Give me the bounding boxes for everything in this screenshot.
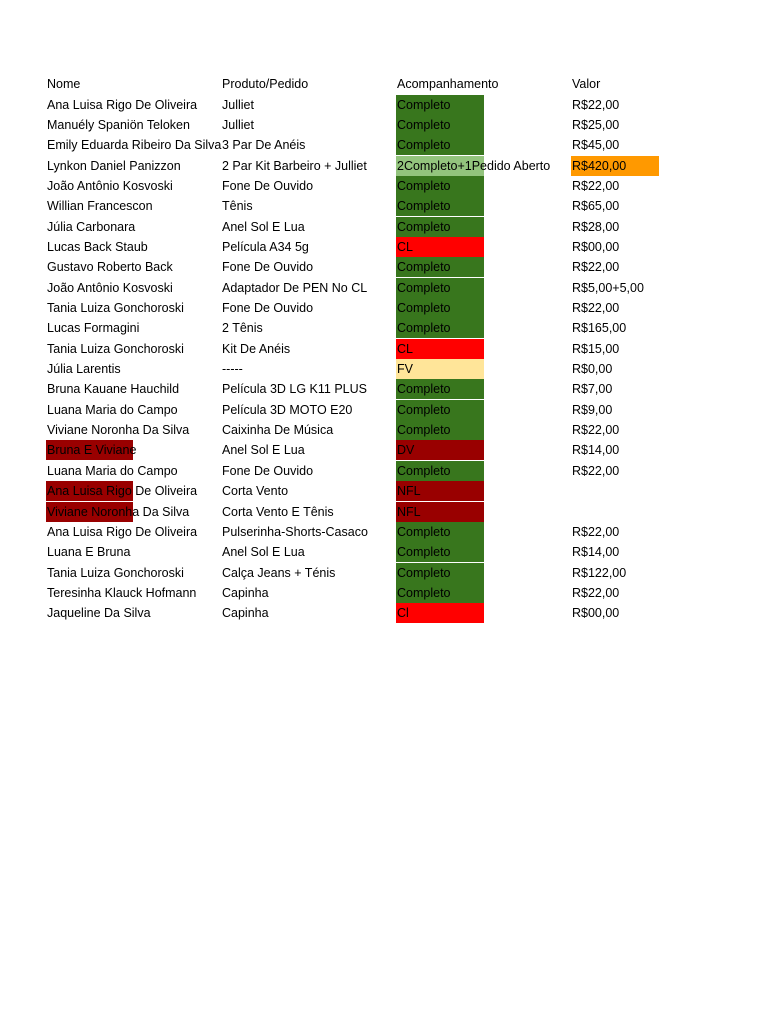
table-row — [0, 339, 768, 359]
acompanhamento-cell[interactable]: Completo — [397, 138, 451, 153]
valor-cell[interactable]: R$14,00 — [572, 545, 620, 560]
nome-cell[interactable]: Luana E Bruna — [47, 545, 131, 560]
nome-cell[interactable]: Tania Luiza Gonchoroski — [47, 565, 184, 580]
table-row — [0, 481, 768, 501]
valor-cell[interactable]: R$22,00 — [572, 463, 620, 478]
nome-cell[interactable]: Willian Francescon — [47, 199, 153, 214]
acompanhamento-cell[interactable]: FV — [397, 362, 413, 377]
nome-cell[interactable]: Bruna E Viviane — [47, 443, 137, 458]
valor-cell[interactable]: R$165,00 — [572, 321, 627, 336]
table-row — [0, 257, 768, 277]
nome-cell[interactable]: Manuély Spaniön Teloken — [47, 117, 190, 132]
table-row — [0, 379, 768, 399]
nome-cell[interactable]: Ana Luisa Rigo De Oliveira — [47, 524, 198, 539]
produto-cell[interactable]: ----- — [222, 362, 243, 377]
nome-cell[interactable]: Luana Maria do Campo — [47, 402, 178, 417]
table-row — [0, 237, 768, 257]
table-row — [0, 440, 768, 460]
nome-cell[interactable]: Tania Luiza Gonchoroski — [47, 301, 184, 315]
acompanhamento-cell[interactable]: Completo — [397, 545, 451, 560]
produto-cell[interactable]: Anel Sol E Lua — [222, 545, 305, 560]
table-row — [0, 359, 768, 379]
produto-cell[interactable]: 2 Tênis — [222, 321, 263, 336]
produto-cell[interactable]: 2 Par Kit Barbeiro + Julliet — [222, 158, 367, 173]
produto-cell[interactable]: Julliet — [222, 117, 254, 132]
status-fill — [396, 603, 484, 623]
acompanhamento-cell[interactable]: Completo — [397, 219, 451, 234]
produto-cell[interactable]: Capinha — [222, 585, 269, 600]
valor-cell[interactable]: R$420,00 — [572, 158, 627, 173]
valor-cell[interactable]: R$45,00 — [572, 138, 620, 153]
acompanhamento-cell[interactable]: Completo — [397, 117, 451, 132]
valor-cell[interactable]: R$22,00 — [572, 301, 620, 315]
table-row — [0, 196, 768, 216]
valor-cell[interactable]: R$22,00 — [572, 585, 620, 600]
header-acompanhamento: Acompanhamento — [397, 77, 499, 91]
header-nome: Nome — [47, 77, 81, 91]
valor-cell[interactable]: R$0,00 — [572, 362, 613, 377]
nome-cell[interactable]: Gustavo Roberto Back — [47, 260, 173, 275]
produto-cell[interactable]: Tênis — [222, 199, 253, 214]
acompanhamento-cell[interactable]: CL — [397, 239, 413, 254]
table-row — [0, 461, 768, 481]
nome-cell[interactable]: Jaqueline Da Silva — [47, 606, 151, 621]
nome-cell[interactable]: Luana Maria do Campo — [47, 463, 178, 478]
valor-cell[interactable]: R$22,00 — [572, 178, 620, 193]
nome-cell[interactable]: Júlia Larentis — [47, 362, 121, 377]
valor-cell[interactable]: R$00,00 — [572, 239, 620, 254]
table-row — [0, 278, 768, 298]
acompanhamento-cell[interactable]: Completo — [397, 585, 451, 600]
produto-cell[interactable]: Adaptador De PEN No CL — [222, 280, 368, 295]
valor-cell[interactable]: R$22,00 — [572, 97, 620, 112]
table-row — [0, 298, 768, 318]
produto-cell[interactable]: Kit De Anéis — [222, 341, 291, 356]
produto-cell[interactable]: Corta Vento E Tênis — [222, 504, 334, 519]
nome-cell[interactable]: Júlia Carbonara — [47, 219, 136, 234]
table-row — [0, 318, 768, 338]
acompanhamento-cell[interactable]: Completo — [397, 301, 451, 315]
valor-cell[interactable]: R$14,00 — [572, 443, 620, 458]
nome-cell[interactable]: Lucas Back Staub — [47, 239, 148, 254]
produto-cell[interactable]: Fone De Ouvido — [222, 178, 314, 193]
acompanhamento-cell[interactable]: Completo — [397, 524, 451, 539]
valor-cell[interactable]: R$122,00 — [572, 565, 627, 580]
table-row — [0, 135, 768, 155]
valor-cell[interactable]: R$22,00 — [572, 524, 620, 539]
table-row — [0, 502, 768, 522]
acompanhamento-cell[interactable]: Completo — [397, 463, 451, 478]
nome-cell[interactable]: João Antônio Kosvoski — [47, 280, 173, 295]
header-row — [0, 74, 768, 94]
acompanhamento-cell[interactable]: CL — [397, 341, 413, 356]
valor-cell[interactable]: R$7,00 — [572, 382, 613, 397]
produto-cell[interactable]: Película 3D LG K11 PLUS — [222, 382, 367, 397]
nome-cell[interactable]: Viviane Noronha Da Silva — [47, 504, 190, 519]
nome-cell[interactable]: Ana Luisa Rigo De Oliveira — [47, 97, 198, 112]
produto-cell[interactable]: Anel Sol E Lua — [222, 219, 305, 234]
table-row — [0, 583, 768, 603]
acompanhamento-cell[interactable]: Completo — [397, 565, 451, 580]
valor-cell[interactable]: R$22,00 — [572, 423, 620, 438]
acompanhamento-cell[interactable]: Completo — [397, 260, 451, 275]
acompanhamento-cell[interactable]: Completo — [397, 199, 451, 214]
nome-cell[interactable]: Bruna Kauane Hauchild — [47, 382, 180, 397]
nome-cell[interactable]: Emily Eduarda Ribeiro Da Silva — [47, 138, 222, 153]
acompanhamento-cell[interactable]: Completo — [397, 97, 451, 112]
produto-cell[interactable]: Fone De Ouvido — [222, 463, 314, 478]
nome-cell[interactable]: Lucas Formagini — [47, 321, 140, 336]
table-row — [0, 603, 768, 623]
produto-cell[interactable]: Julliet — [222, 97, 254, 112]
acompanhamento-cell[interactable]: DV — [397, 443, 415, 458]
table-row — [0, 563, 768, 583]
header-valor: Valor — [572, 77, 601, 91]
table-row — [0, 400, 768, 420]
table-row — [0, 156, 768, 176]
nome-cell[interactable]: Viviane Noronha Da Silva — [47, 423, 190, 438]
acompanhamento-cell[interactable]: Completo — [397, 178, 451, 193]
acompanhamento-cell[interactable]: NFL — [397, 504, 421, 519]
valor-cell[interactable]: R$15,00 — [572, 341, 620, 356]
acompanhamento-cell[interactable]: Completo — [397, 382, 451, 397]
valor-cell[interactable]: R$25,00 — [572, 117, 620, 132]
valor-cell[interactable]: R$5,00+5,00 — [572, 280, 644, 295]
produto-cell[interactable]: Anel Sol E Lua — [222, 443, 305, 458]
produto-cell[interactable]: Caixinha De Música — [222, 423, 334, 438]
acompanhamento-cell[interactable]: Completo — [397, 402, 451, 417]
valor-cell[interactable]: R$65,00 — [572, 199, 620, 214]
acompanhamento-cell[interactable]: Cl — [397, 606, 409, 621]
produto-cell[interactable]: Fone De Ouvido — [222, 260, 314, 275]
produto-cell[interactable]: Pulserinha-Shorts-Casaco — [222, 524, 368, 539]
acompanhamento-cell[interactable]: Completo — [397, 423, 451, 438]
table-row — [0, 95, 768, 115]
nome-cell[interactable]: Tania Luiza Gonchoroski — [47, 341, 184, 356]
nome-cell[interactable]: Lynkon Daniel Panizzon — [47, 158, 181, 173]
table-row — [0, 542, 768, 562]
table-row — [0, 522, 768, 542]
acompanhamento-cell[interactable]: Completo — [397, 280, 451, 295]
produto-cell[interactable]: Corta Vento — [222, 484, 289, 499]
nome-cell[interactable]: João Antônio Kosvoski — [47, 178, 173, 193]
table-row — [0, 420, 768, 440]
produto-cell[interactable]: Película A34 5g — [222, 239, 309, 254]
produto-cell[interactable]: Película 3D MOTO E20 — [222, 402, 353, 417]
nome-cell[interactable]: Ana Luisa Rigo De Oliveira — [47, 484, 198, 499]
table-row — [0, 217, 768, 237]
acompanhamento-cell[interactable]: NFL — [397, 484, 421, 499]
acompanhamento-cell[interactable]: Completo — [397, 321, 451, 336]
nome-cell[interactable]: Teresinha Klauck Hofmann — [47, 585, 197, 600]
valor-cell[interactable]: R$9,00 — [572, 402, 613, 417]
valor-cell[interactable]: R$00,00 — [572, 606, 620, 621]
acompanhamento-cell[interactable]: 2Completo+1Pedido Aberto — [397, 158, 551, 173]
produto-cell[interactable]: Capinha — [222, 606, 269, 621]
produto-cell[interactable]: Calça Jeans + Ténis — [222, 565, 336, 580]
produto-cell[interactable]: 3 Par De Anéis — [222, 138, 306, 153]
produto-cell[interactable]: Fone De Ouvido — [222, 301, 314, 315]
table-row — [0, 115, 768, 135]
header-produto: Produto/Pedido — [222, 77, 309, 91]
valor-cell[interactable]: R$28,00 — [572, 219, 620, 234]
valor-cell[interactable]: R$22,00 — [572, 260, 620, 275]
table-row — [0, 176, 768, 196]
